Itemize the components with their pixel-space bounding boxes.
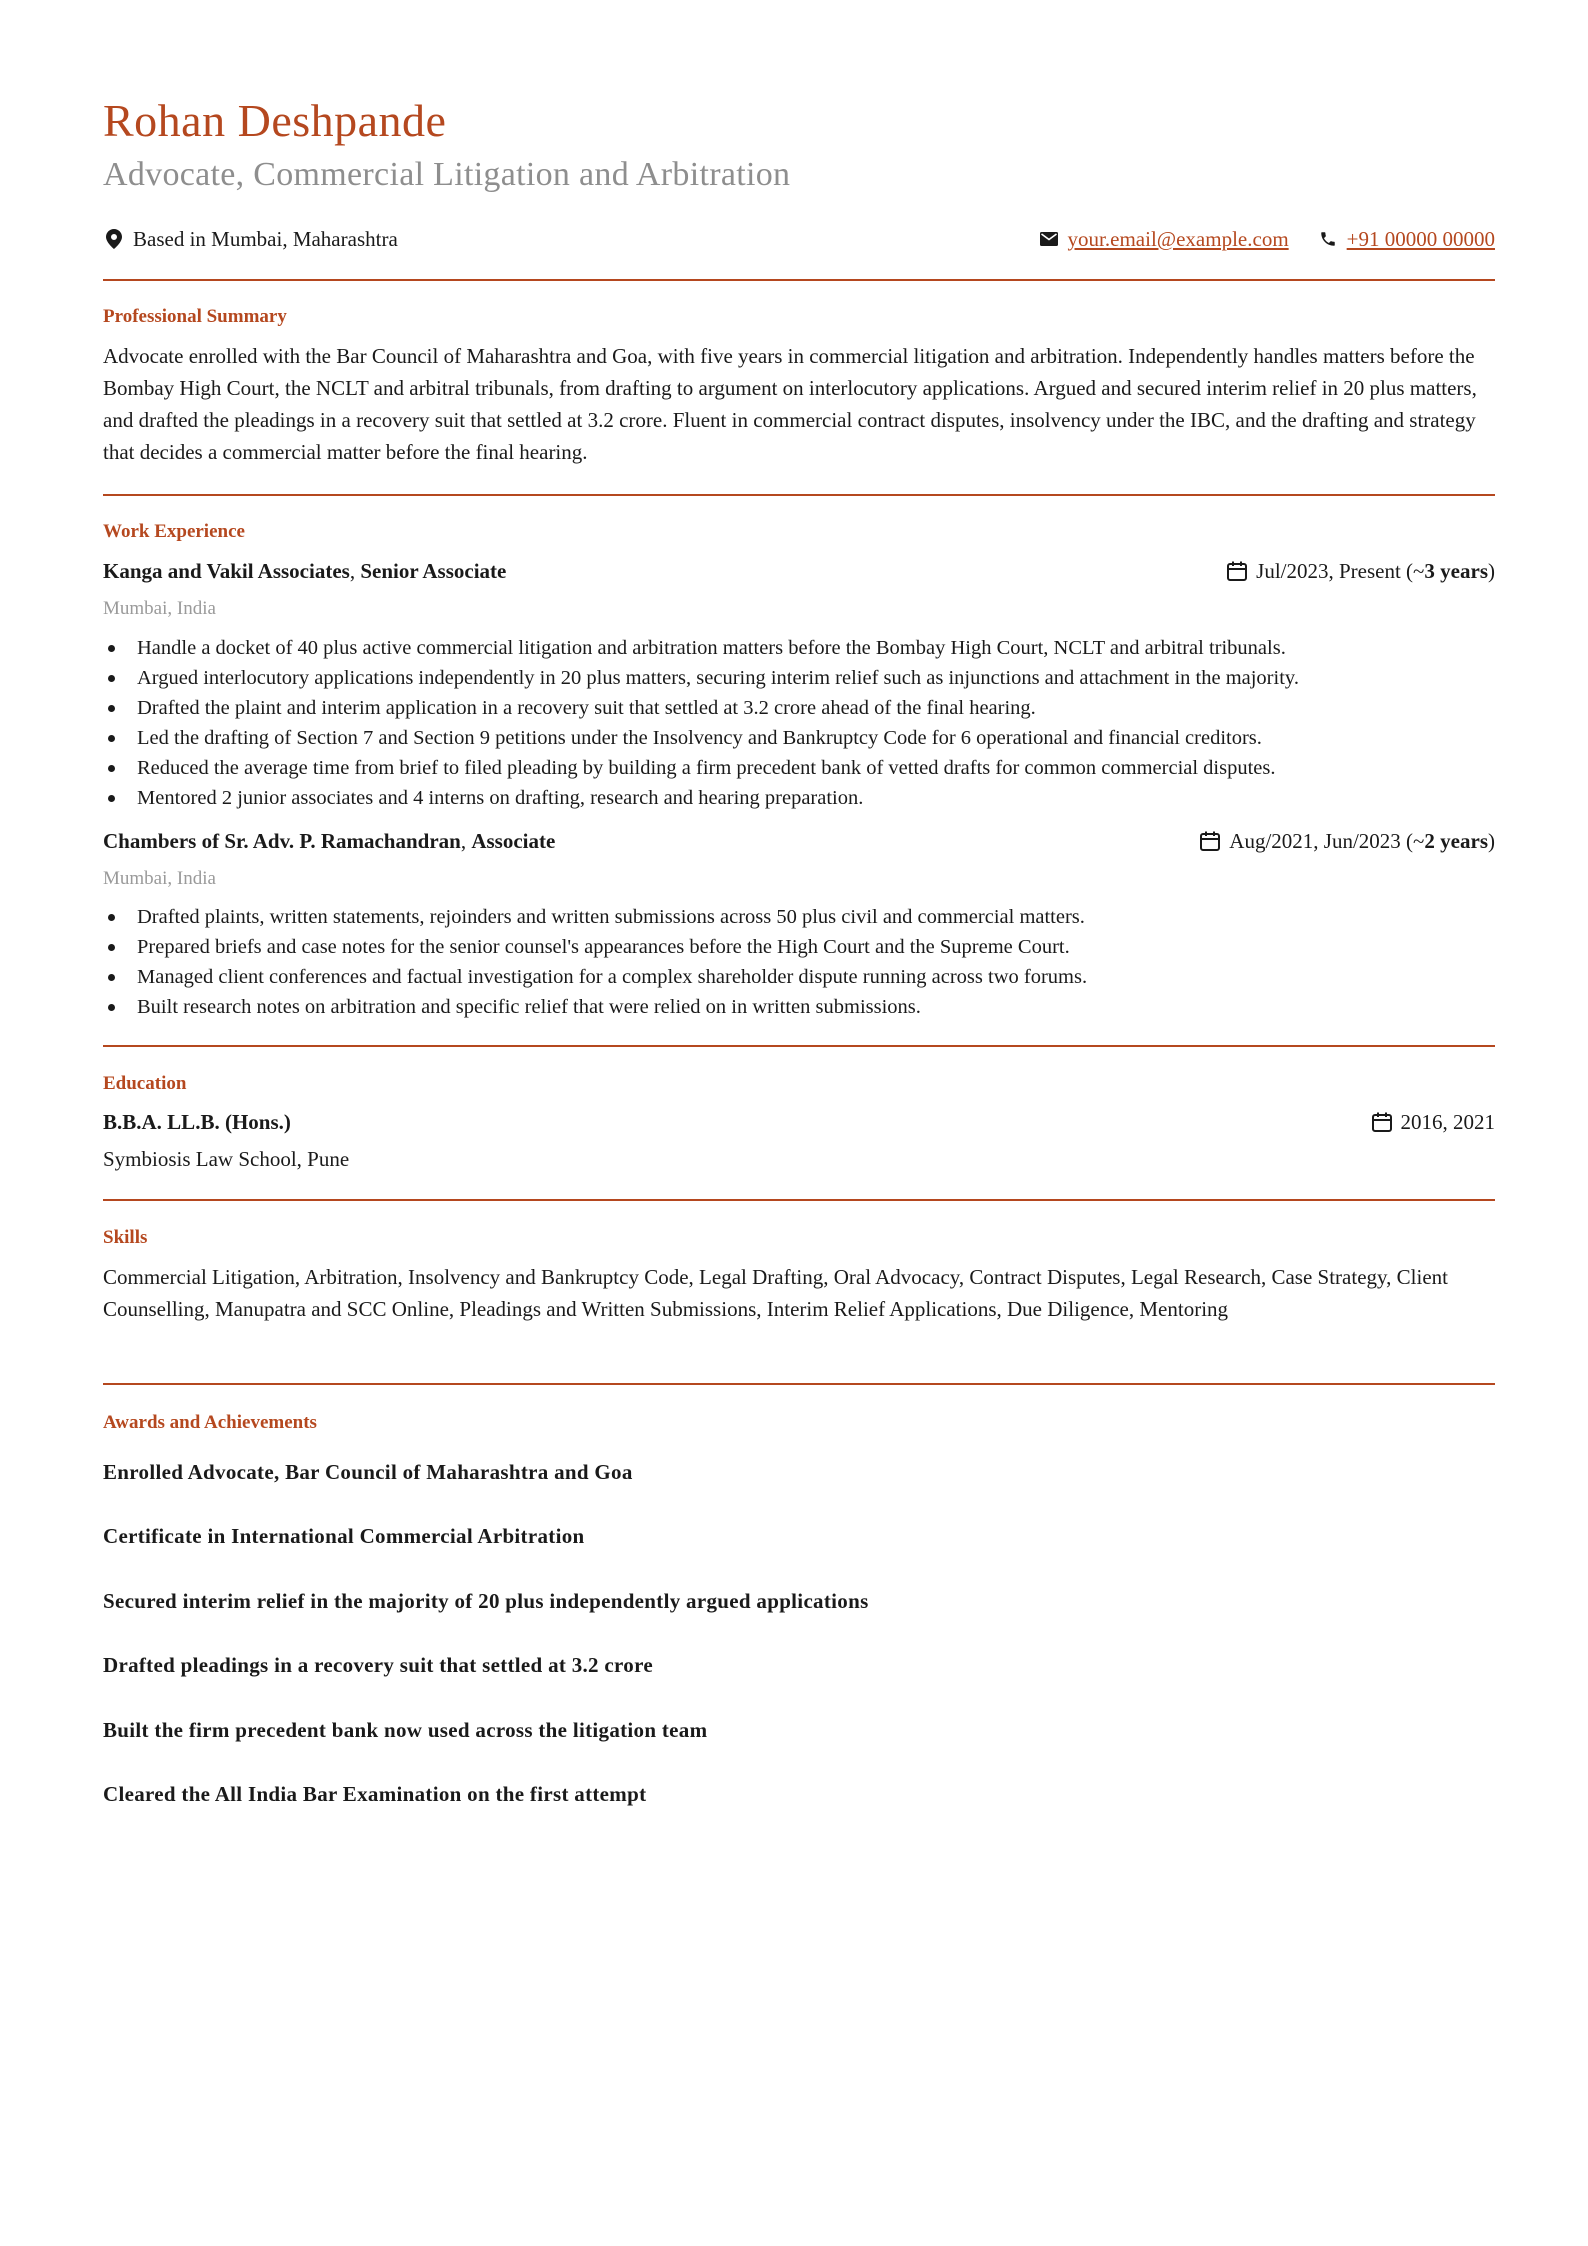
award-item: Secured interim relief in the majority of 20 plus independently argued applications [103, 1589, 869, 1613]
job-header: Kanga and Vakil Associates, Senior Associate Jul/2023, Present (~ 3 years ) [103, 556, 1495, 586]
job-date-range: Jul/2023, Present (~ [1256, 559, 1425, 583]
map-pin-icon [103, 228, 125, 250]
phone-icon [1317, 228, 1339, 250]
calendar-icon [1371, 1111, 1393, 1133]
skills-text: Commercial Litigation, Arbitration, Insolvency and Bankruptcy Code, Legal Drafting, Oral Advocacy, Contract Disputes, Legal Research, Case Strategy, Client Counselling, Manupatra and SCC Online, Pleadings and Written Submissions, Interim Relief Applications, Due Diligence, Mentoring [103, 1265, 1448, 1321]
school-name: Symbiosis Law School, Pune [103, 1147, 350, 1171]
award-item: Cleared the All India Bar Examination on the first attempt [103, 1782, 647, 1806]
list-item: Led the drafting of Section 7 and Section 9 petitions under the Insolvency and Bankruptcy Code for 6 operational and financial creditors. [103, 723, 1495, 753]
job-bullets [103, 633, 1495, 813]
list-item: Managed client conferences and factual investigation for a complex shareholder dispute running across two forums. [103, 962, 1495, 992]
awards-heading: Awards and Achievements [103, 1412, 317, 1433]
list-item: Drafted the plaint and interim application in a recovery suit that settled at 3.2 crore ahead of the final hearing. [103, 693, 1495, 723]
calendar-icon [1199, 830, 1221, 852]
job-duration: 3 years [1424, 559, 1488, 583]
job-location: Mumbai, India [103, 868, 216, 889]
award-item: Enrolled Advocate, Bar Council of Maharashtra and Goa [103, 1460, 633, 1484]
job-role: Senior Associate [360, 559, 507, 583]
education-dates [1371, 1107, 1496, 1137]
location-text: Based in Mumbai, Maharashtra [133, 227, 398, 251]
section-divider [103, 494, 1495, 496]
summary-heading: Professional Summary [103, 306, 287, 327]
candidate-name: Rohan Deshpande [103, 95, 447, 146]
job-employer: Kanga and Vakil Associates [103, 559, 350, 583]
envelope-icon [1038, 228, 1060, 250]
job-location: Mumbai, India [103, 598, 216, 619]
section-divider [103, 1045, 1495, 1047]
job-date-close: ) [1488, 559, 1495, 583]
skills-heading: Skills [103, 1227, 148, 1248]
section-divider [103, 1199, 1495, 1201]
job-dates [1199, 826, 1495, 856]
list-item: Drafted plaints, written statements, rejoinders and written submissions across 50 plus civil and commercial matters. [103, 902, 1495, 932]
list-item: Mentored 2 junior associates and 4 interns on drafting, research and hearing preparation. [103, 783, 1495, 813]
email-link[interactable]: your.email@example.com [1067, 227, 1289, 251]
job-header: Chambers of Sr. Adv. P. Ramachandran, Associate Aug/2021, Jun/2023 (~ 2 years ) [103, 826, 1495, 856]
candidate-title: Advocate, Commercial Litigation and Arbitration [103, 156, 791, 193]
award-item: Built the firm precedent bank now used across the litigation team [103, 1718, 708, 1742]
education-header [103, 1107, 1495, 1137]
list-item: Argued interlocutory applications independently in 20 plus matters, securing interim relief such as injunctions and attachment in the majority. [103, 663, 1495, 693]
location-info [103, 222, 398, 256]
job-date-close: ) [1488, 829, 1495, 853]
job-role: Associate [471, 829, 556, 853]
experience-heading: Work Experience [103, 521, 245, 542]
summary-text: Advocate enrolled with the Bar Council of Maharashtra and Goa, with five years in commercial litigation and arbitration. Independently handles matters before the Bombay High Court, the NCLT and arbitral tribunals, from drafting to argument on interlocutory applications. Argued and secured interim relief in 20 plus matters, and drafted the pleadings in a recovery suit that settled at 3.2 crore. Fluent in commercial contract disputes, insolvency under the IBC, and the drafting and strategy that decides a commercial matter before the final hearing. [103, 344, 1477, 464]
phone-link[interactable]: +91 00000 00000 [1346, 227, 1495, 251]
list-item: Prepared briefs and case notes for the senior counsel's appearances before the High Court and the Supreme Court. [103, 932, 1495, 962]
calendar-icon [1226, 560, 1248, 582]
contact-links [1038, 222, 1495, 256]
award-item: Drafted pleadings in a recovery suit that settled at 3.2 crore [103, 1653, 653, 1677]
degree: B.B.A. LL.B. (Hons.) [103, 1110, 291, 1134]
job-bullets [103, 902, 1495, 1022]
contact-bar [103, 222, 1495, 256]
education-date-range: 2016, 2021 [1400, 1110, 1495, 1134]
list-item: Built research notes on arbitration and specific relief that were relied on in written submissions. [103, 992, 1495, 1022]
list-item: Handle a docket of 40 plus active commercial litigation and arbitration matters before the Bombay High Court, NCLT and arbitral tribunals. [103, 633, 1495, 663]
education-heading: Education [103, 1073, 187, 1094]
job-employer: Chambers of Sr. Adv. P. Ramachandran [103, 829, 461, 853]
list-item: Reduced the average time from brief to filed pleading by building a firm precedent bank of vetted drafts for common commercial disputes. [103, 753, 1495, 783]
award-item: Certificate in International Commercial Arbitration [103, 1524, 585, 1548]
job-duration: 2 years [1424, 829, 1488, 853]
job-date-range: Aug/2021, Jun/2023 (~ [1229, 829, 1425, 853]
job-dates [1226, 556, 1495, 586]
section-divider [103, 279, 1495, 281]
section-divider [103, 1383, 1495, 1385]
